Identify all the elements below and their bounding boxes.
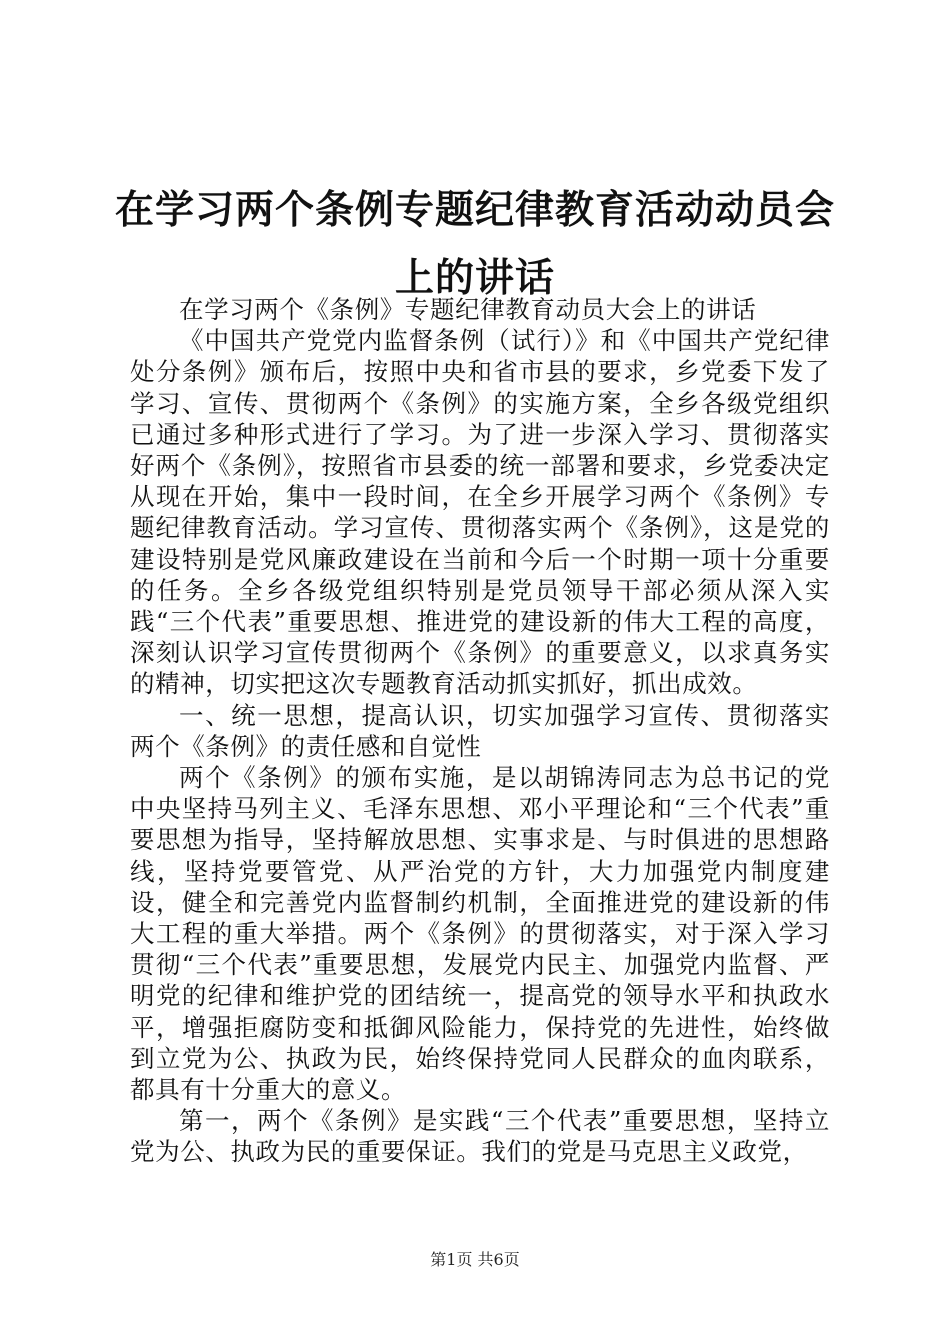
document-body	[130, 294, 830, 1168]
document-title: 在学习两个条例专题纪律教育活动动员会上的讲话	[114, 187, 835, 301]
intro-paragraph: 《中国共产党党内监督条例（试行）》和《中国共产党纪律处分条例》颁布后，按照中央和省市县的要求，乡党委下发了学习、宣传、贯彻两个《条例》的实施方案，全乡各级党组织已通过多种形式进行了学习。为了进一步深入学习、贯彻落实好两个《条例》，按照省市县委的统一部署和要求，乡党委决定从现在开始，集中一段时间，在全乡开展学习两个《条例》专题纪律教育活动。学习宣传、贯彻落实两个《条例》，这是党的建设特别是党风廉政建设在当前和今后一个时期一项十分重要的任务。全乡各级党组织特别是党员领导干部必须从深入实践“三个代表”重要思想、推进党的建设新的伟大工程的高度，深刻认识学习宣传贯彻两个《条例》的重要意义，以求真务实的精神，切实把这次专题教育活动抓实抓好，抓出成效。	[130, 326, 830, 699]
body-paragraph: 两个《条例》的颁布实施，是以胡锦涛同志为总书记的党中央坚持马列主义、毛泽东思想、邓小平理论和“三个代表”重要思想为指导，坚持解放思想、实事求是、与时俱进的思想路线，坚持党要管党、从严治党的方针，大力加强党内制度建设，健全和完善党内监督制约机制，全面推进党的建设新的伟大工程的重大举措。两个《条例》的贯彻落实，对于深入学习贯彻“三个代表”重要思想，发展党内民主、加强党内监督、严明党的纪律和维护党的团结统一，提高党的领导水平和执政水平，增强拒腐防变和抵御风险能力，保持党的先进性，始终做到立党为公、执政为民，始终保持党同人民群众的血肉联系，都具有十分重大的意义。	[130, 763, 830, 1105]
section-heading: 一、统一思想，提高认识，切实加强学习宣传、贯彻落实两个《条例》的责任感和自觉性	[130, 700, 830, 761]
page-number-footer: 第1页 共6页	[430, 1250, 520, 1269]
subtitle-paragraph: 在学习两个《条例》专题纪律教育动员大会上的讲话	[179, 295, 757, 324]
body-paragraph: 第一，两个《条例》是实践“三个代表”重要思想，坚持立党为公、执政为民的重要保证。我们的党是马克思主义政党，	[130, 1106, 830, 1167]
